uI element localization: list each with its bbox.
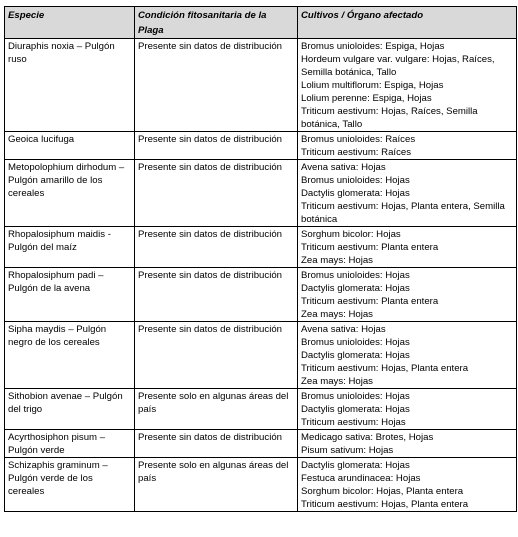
species-cell: Sithobion avenae – Pulgón del trigo bbox=[5, 389, 135, 430]
table-row bbox=[5, 458, 517, 512]
table-row bbox=[5, 389, 517, 430]
crop-entry: Bromus unioloides: Raíces bbox=[301, 134, 416, 145]
condition-cell: Presente sin datos de distribución bbox=[135, 160, 298, 227]
condition-cell: Presente sin datos de distribución bbox=[135, 322, 298, 389]
crop-entry: Bromus unioloides: Hojas bbox=[301, 391, 410, 402]
condition-cell: Presente sin datos de distribución bbox=[135, 39, 298, 132]
crop-entry: Triticum aestivum: Hojas, Raíces, Semilla botánica, Tallo bbox=[301, 106, 478, 130]
crops-cell bbox=[298, 430, 517, 458]
table-row bbox=[5, 268, 517, 322]
crops-cell bbox=[298, 389, 517, 430]
crop-entry: Sorghum bicolor: Hojas bbox=[301, 229, 401, 240]
species-cell: Schizaphis graminum – Pulgón verde de los cereales bbox=[5, 458, 135, 512]
crop-entry: Zea mays: Hojas bbox=[301, 255, 373, 266]
table-row bbox=[5, 322, 517, 389]
species-cell: Rhopalosiphum maidis - Pulgón del maíz bbox=[5, 227, 135, 268]
species-cell: Rhopalosiphum padi – Pulgón de la avena bbox=[5, 268, 135, 322]
crop-entry: Triticum aestivum: Hojas, Planta entera, Semilla botánica bbox=[301, 201, 505, 225]
crop-entry: Triticum aestivum: Hojas, Planta entera bbox=[301, 499, 469, 510]
crop-entry: Lolium multiflorum: Espiga, Hojas bbox=[301, 80, 444, 91]
crop-entry: Dactylis glomerata: Hojas bbox=[301, 283, 410, 294]
crop-entry: Bromus unioloides: Hojas bbox=[301, 175, 410, 186]
crop-entry: Bromus unioloides: Hojas bbox=[301, 337, 410, 348]
table-row bbox=[5, 160, 517, 227]
pest-table bbox=[4, 6, 517, 512]
crops-cell bbox=[298, 458, 517, 512]
crop-entry: Medicago sativa: Brotes, Hojas bbox=[301, 432, 434, 443]
table-row bbox=[5, 227, 517, 268]
table-row bbox=[5, 430, 517, 458]
species-cell: Acyrthosiphon pisum – Pulgón verde bbox=[5, 430, 135, 458]
crop-entry: Triticum aestivum: Raíces bbox=[301, 147, 411, 158]
condition-cell: Presente solo en algunas áreas del país bbox=[135, 458, 298, 512]
crop-entry: Sorghum bicolor: Hojas, Planta entera bbox=[301, 486, 464, 497]
crop-entry: Triticum aestivum: Hojas bbox=[301, 417, 406, 428]
crops-cell bbox=[298, 160, 517, 227]
crop-entry: Bromus unioloides: Hojas bbox=[301, 270, 410, 281]
crop-entry: Triticum aestivum: Hojas, Planta entera bbox=[301, 363, 469, 374]
species-cell: Diuraphis noxia – Pulgón ruso bbox=[5, 39, 135, 132]
condition-cell: Presente sin datos de distribución bbox=[135, 227, 298, 268]
table-row bbox=[5, 132, 517, 160]
crop-entry: Dactylis glomerata: Hojas bbox=[301, 188, 410, 199]
species-cell: Metopolophium dirhodum – Pulgón amarillo de los cereales bbox=[5, 160, 135, 227]
header-row bbox=[5, 7, 517, 39]
condition-cell: Presente sin datos de distribución bbox=[135, 268, 298, 322]
crop-entry: Dactylis glomerata: Hojas bbox=[301, 460, 410, 471]
header-especie: Especie bbox=[5, 7, 135, 39]
crop-entry: Festuca arundinacea: Hojas bbox=[301, 473, 421, 484]
crop-entry: Bromus unioloides: Espiga, Hojas bbox=[301, 41, 445, 52]
crop-entry: Avena sativa: Hojas bbox=[301, 162, 386, 173]
species-cell: Sipha maydis – Pulgón negro de los cereales bbox=[5, 322, 135, 389]
crop-entry: Dactylis glomerata: Hojas bbox=[301, 350, 410, 361]
table-row bbox=[5, 39, 517, 132]
condition-cell: Presente solo en algunas áreas del país bbox=[135, 389, 298, 430]
header-condicion: Condición fitosanitaria de la Plaga bbox=[135, 7, 298, 39]
table-body bbox=[5, 39, 517, 512]
crop-entry: Triticum aestivum: Planta entera bbox=[301, 242, 439, 253]
crops-cell bbox=[298, 322, 517, 389]
crop-entry: Zea mays: Hojas bbox=[301, 309, 373, 320]
crop-entry: Dactylis glomerata: Hojas bbox=[301, 404, 410, 415]
crop-entry: Pisum sativum: Hojas bbox=[301, 445, 394, 456]
crop-entry: Avena sativa: Hojas bbox=[301, 324, 386, 335]
species-cell: Geoica lucifuga bbox=[5, 132, 135, 160]
crops-cell bbox=[298, 39, 517, 132]
condition-cell: Presente sin datos de distribución bbox=[135, 430, 298, 458]
crop-entry: Hordeum vulgare var. vulgare: Hojas, Raíces, Semilla botánica, Tallo bbox=[301, 54, 495, 78]
crop-entry: Triticum aestivum: Planta entera bbox=[301, 296, 439, 307]
header-cultivos: Cultivos / Órgano afectado bbox=[298, 7, 517, 39]
crops-cell bbox=[298, 227, 517, 268]
crop-entry: Lolium perenne: Espiga, Hojas bbox=[301, 93, 432, 104]
crops-cell bbox=[298, 268, 517, 322]
crops-cell bbox=[298, 132, 517, 160]
crop-entry: Zea mays: Hojas bbox=[301, 376, 373, 387]
condition-cell: Presente sin datos de distribución bbox=[135, 132, 298, 160]
